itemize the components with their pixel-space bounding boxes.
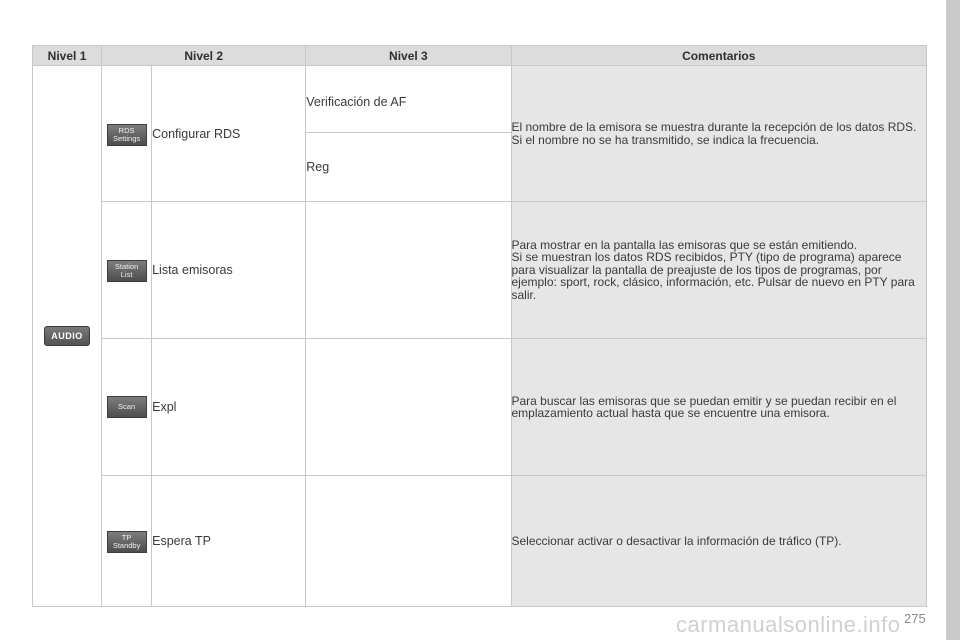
header-nivel-3: Nivel 3 [306, 46, 511, 66]
comment-line: Si se muestran los datos RDS recibidos, PTY (tipo de programa) aparece para visualizar la pantalla de preajuste de los tipos de programas, por ejemplo: sport, rock, clásico, información, etc. Pulsar de nuevo en PTY para salir. [511, 250, 915, 302]
header-nivel-2: Nivel 2 [102, 46, 306, 66]
level2-cell: Configurar RDS [152, 66, 306, 202]
level3-cell: Reg [306, 133, 511, 202]
table-row [33, 66, 927, 133]
menu-table [32, 45, 927, 607]
table-row [33, 202, 927, 339]
header-nivel-1: Nivel 1 [33, 46, 102, 66]
comment-cell: Para buscar las emisoras que se puedan emitir y se puedan recibir en el emplazamiento actual hasta que se encuentre una emisora. [511, 339, 927, 476]
level2-cell: Expl [152, 339, 306, 476]
station-list-icon [107, 260, 147, 282]
table-header-row [33, 46, 927, 66]
level2-cell: Lista emisoras [152, 202, 306, 339]
icon-cell [102, 202, 152, 339]
table-row [33, 476, 927, 607]
icon-line: List [120, 270, 133, 279]
audio-button-icon: AUDIO [44, 326, 90, 346]
level2-cell: Espera TP [152, 476, 306, 607]
comment-cell: El nombre de la emisora se muestra durante la recepción de los datos RDS. Si el nombre no se ha transmitido, se indica la frecuencia. [511, 66, 927, 202]
level3-cell [306, 339, 511, 476]
header-comentarios: Comentarios [511, 46, 927, 66]
comment-cell [511, 202, 927, 339]
scan-icon: Scan [107, 396, 147, 418]
tp-standby-icon: TP Standby [107, 531, 147, 553]
icon-cell [102, 339, 152, 476]
rds-settings-icon [107, 124, 147, 146]
icon-line: RDS [118, 125, 135, 135]
page-number: 275 [904, 611, 926, 626]
level3-cell: Verificación de AF [306, 66, 511, 133]
level3-cell [306, 476, 511, 607]
level3-cell [306, 202, 511, 339]
level1-cell [33, 66, 102, 607]
table-row [33, 339, 927, 476]
icon-cell [102, 66, 152, 202]
icon-line: Station [114, 262, 139, 271]
comment-line: Para mostrar en la pantalla las emisoras que se están emitiendo. [511, 237, 858, 252]
icon-cell [102, 476, 152, 607]
comment-cell: Seleccionar activar o desactivar la información de tráfico (TP). [511, 476, 927, 607]
watermark: carmanualsonline.info [676, 612, 901, 637]
icon-line: Settings [113, 133, 141, 143]
page-edge-strip [946, 0, 960, 640]
